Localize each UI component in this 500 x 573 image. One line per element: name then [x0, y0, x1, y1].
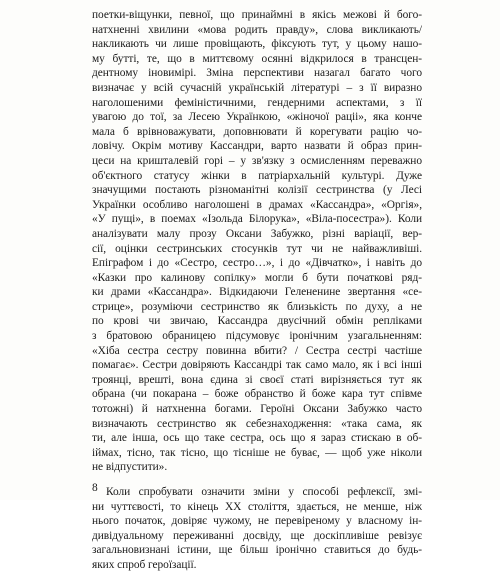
text-line: ки драми «Кассандра». Відкидаючи Гелененине звертання «се-: [92, 286, 422, 299]
text-line: дентному іновимірі. Зміна перспективи назагал багато чого: [92, 67, 422, 80]
text-line: наголошеними феміністичними, гендерними аспектами, з її: [92, 96, 422, 109]
text-line: тотожні) й натхненна богами. Героїні Оксани Забужко часто: [92, 403, 422, 416]
text-line: сії, оцінки сестринських стосунків тут чи не найважливіші.: [92, 242, 422, 255]
text-line: «У пущі», в поемах «Ізольда Білорука», «Віла-посестра»). Коли: [92, 213, 422, 226]
text-line: му бутті, те, що в миттєвому осянні відкрилося в трансцен-: [92, 52, 422, 65]
paragraph: [92, 8, 422, 475]
text-line: з братовою обраницею підсумовує іронічним узагальненням:: [92, 330, 422, 343]
text-line: Епіграфом і до «Сестро, сестро…», і до «Дівчатко», і навіть до: [92, 257, 422, 270]
paragraph-gap: [92, 475, 422, 485]
text-line: визначає у всій сучасній українській літературі – з її виразно: [92, 81, 422, 94]
text-line: яких спроб героїзації.: [92, 558, 197, 571]
text-line: «Хіба сестра сестру повинна вбити? / Сестра сестрі частіше: [92, 344, 422, 357]
text-line: об'єктного статусу жінки в патріархальній культурі. Дуже: [92, 169, 422, 182]
text-line: значущими постають різноманітні колізії сестринства (у Лесі: [92, 184, 422, 197]
text-line: ни чуттєвості, то кінець ХХ століття, здається, не менше, ніж: [92, 500, 422, 513]
body-text: [92, 8, 422, 573]
text-line: накликають чи лише провіщають, фіксують тут, у цьому нашо-: [92, 38, 422, 51]
text-line: стрице», розуміючи сестринство як близькість по духу, а не: [92, 300, 422, 313]
text-line: помагає». Сестри довіряють Кассандрі так само мало, як і всі інші: [92, 359, 422, 372]
text-line: аналізувати малу прозу Оксани Забужко, різні варіації, вер-: [92, 227, 422, 240]
text-line: іймах, тісно, так тісно, що тісніше не буває, — щоб уже ніколи: [92, 446, 422, 459]
text-line: загальновизнані істини, ще більш іронічно ставиться до будь-: [92, 544, 422, 557]
text-line: Українки особливо наголошені в драмах «Кассандра», «Оргія»,: [92, 198, 422, 211]
text-line: «Казки про калинову сопілку» могли б бути початкові ряд-: [92, 271, 422, 284]
text-line: Коли спробувати означити зміни у способі рефлексії, змі-: [106, 486, 422, 498]
text-line: не відпустити».: [92, 461, 168, 474]
text-line: ловічу. Окрім мотиву Кассандри, варто назвати й образ прин-: [92, 140, 422, 153]
text-line: визначають сестринство як себезнаходження: «така сама, як: [92, 417, 422, 430]
text-line: цеси на кришталевій горі – у зв'язку з осмисленням переважно: [92, 154, 422, 167]
text-line: обрана (чи покарана – боже обранство й боже кара тут співме: [92, 388, 422, 401]
text-line: натхненні хвилини «мова родить правду», слова викликають/: [92, 23, 422, 36]
text-line: троянці, врешті, вона єдина зі своєї статі вирізняється тут як: [92, 373, 422, 386]
text-line: ти, але інша, ось що таке сестра, ось що я зараз стискаю в об-: [92, 432, 422, 445]
text-line: поетки-віщунки, певної, що принаймні в якісь межові й бого-: [92, 9, 422, 21]
text-line: увагою до тої, за Лесею Українкою, «жіночої раціі», яка конче: [92, 111, 422, 124]
text-line: дивідуальному переживанні досвіду, ще доскіпливіше ревізує: [92, 529, 422, 542]
paragraph: [92, 485, 422, 573]
text-line: по крові чи звичаю, Кассандра двусічний обмін репліками: [92, 315, 422, 328]
page-number: 8: [92, 482, 98, 494]
text-line: мала б врівноважувати, доповнювати й корегувати рацію чо-: [92, 125, 422, 138]
text-line: нього початок, довіряє чужому, не перевіреному у власному ін-: [92, 515, 422, 528]
